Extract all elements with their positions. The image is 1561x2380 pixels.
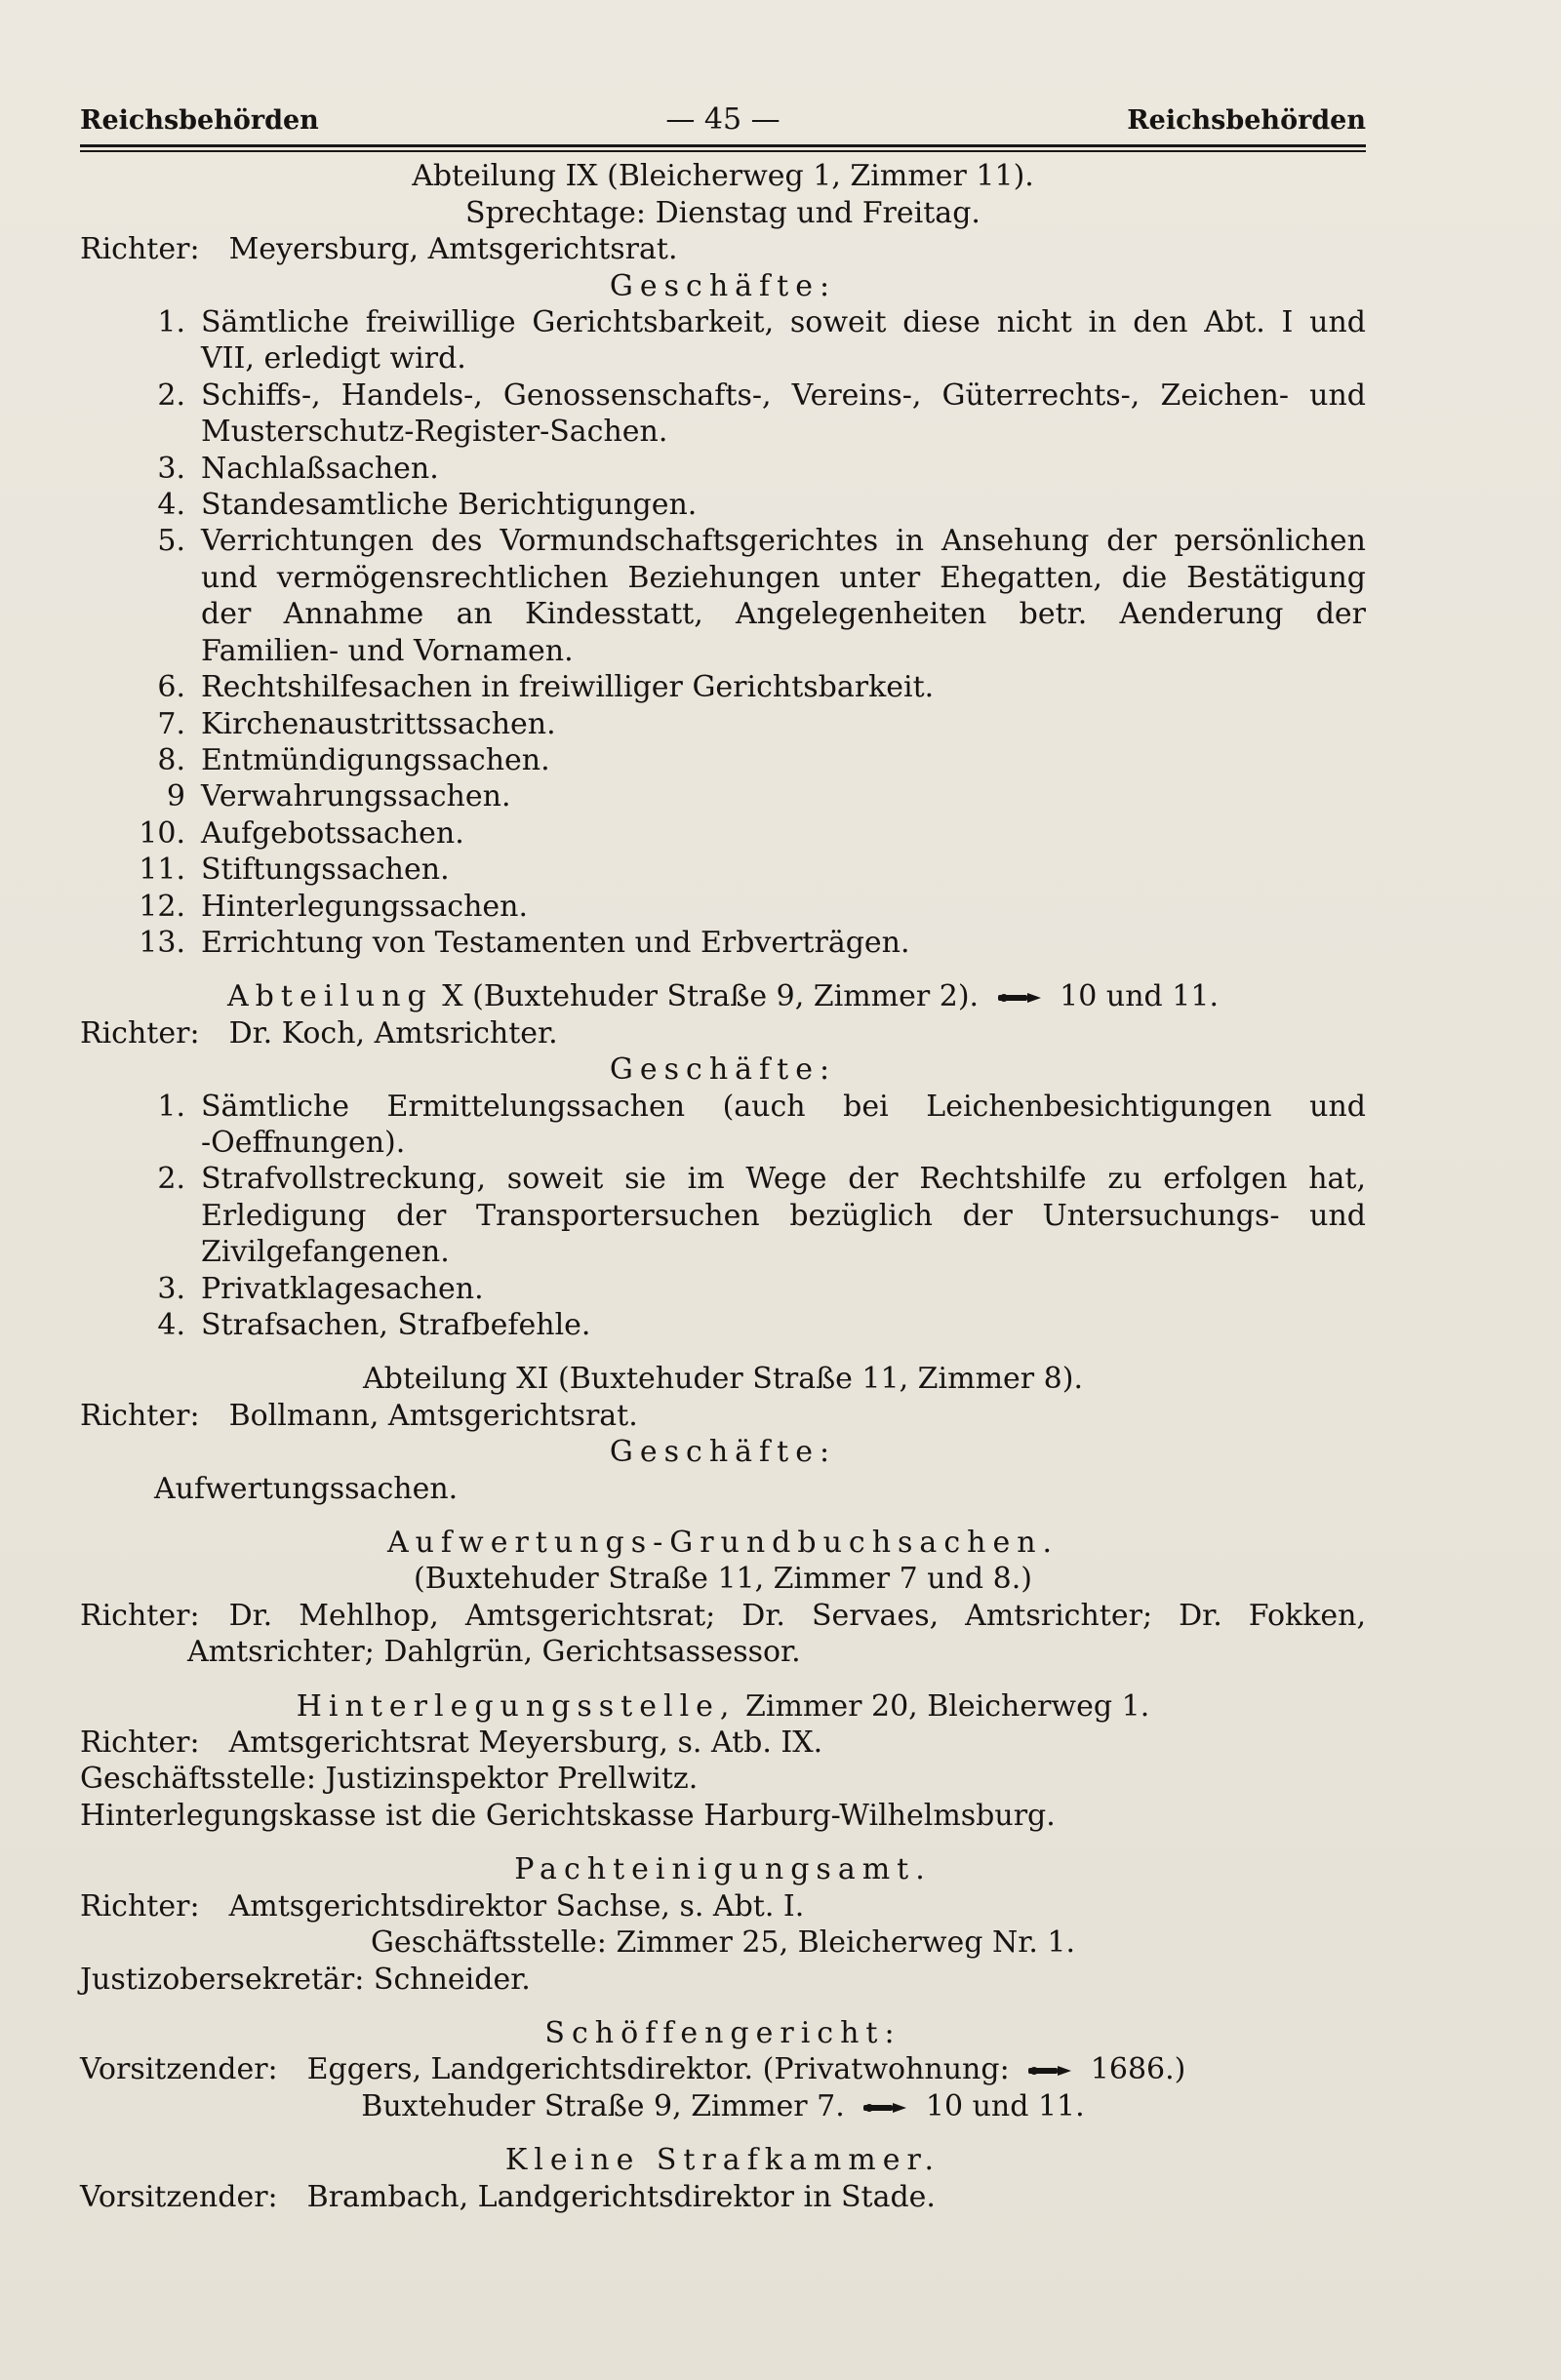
strafkammer-vorsitzender-row [80,2179,1366,2215]
page-number: — 45 — [665,102,780,137]
list-item-line: der Annahme an Kindesstatt, Angelegenheiten betr. Aenderung der [201,597,1366,632]
hinterlegung-title-spaced: Hinterlegungsstelle, [296,1688,737,1724]
list-item-line: Aufgebotssachen. [201,815,464,851]
abt9-richter: Meyersburg, Amtsgerichtsrat. [228,232,678,267]
aufwertung-title: Aufwertungs-Grundbuchsachen. [386,1526,1060,1561]
strafkammer-vorsitzender-label: Vorsitzender: [80,2179,278,2214]
list-item-line: Familien- und Vornamen. [201,633,574,668]
hinterlegung-richter-label: Richter: [80,1726,200,1761]
list-item-line: -Oeffnungen). [201,1125,406,1160]
list-item-text [201,778,1366,814]
list-item-text [201,304,1366,377]
list-item-line: Zivilgefangenen. [201,1235,450,1270]
list-item-line: und vermögensrechtlichen Beziehungen unter Ehegatten, die Bestätigung [201,560,1366,595]
list-item-text [201,742,1366,778]
schoeffen-privat-phone: 1686.) [1090,2052,1186,2087]
list-item [80,742,1366,778]
aufwertung-richter-row [80,1598,1366,1634]
schoeffen-vorsitzender-label: Vorsitzender: [80,2052,278,2087]
list-item-text [201,815,1366,852]
list-item [80,889,1366,925]
abt11-geschaefte: Aufwertungssachen. [154,1471,459,1506]
list-item [80,487,1366,523]
abt9-title: Abteilung IX (Bleicherweg 1, Zimmer 11). [412,159,1034,194]
list-item [80,1271,1366,1307]
list-item-text [201,451,1366,487]
list-item-number: 5. [157,524,185,559]
list-item-number: 9 [166,779,185,814]
list-item-line: Strafvollstreckung, soweit sie im Wege der Rechtshilfe zu erfolgen hat, [201,1162,1366,1197]
running-head-left: Reichsbehörden [80,105,319,136]
list-item-number: 7. [157,706,185,741]
list-item-number: 2. [157,1162,185,1197]
abt10-list [80,1089,1366,1344]
list-item-number: 6. [157,670,185,705]
page-content [80,101,1366,2215]
abt9-geschaefte-heading: Geschäfte: [609,268,837,303]
list-item-number: 3. [157,451,185,486]
aufwertung-richter-label: Richter: [80,1598,200,1633]
aufwertung-address: (Buxtehuder Straße 11, Zimmer 7 und 8.) [414,1562,1032,1597]
pacht-richter-label: Richter: [80,1888,200,1924]
abt10-geschaefte-heading: Geschäfte: [609,1052,837,1088]
list-item-line: Rechtshilfesachen in freiwilliger Gerichtsbarkeit. [201,670,935,705]
abt10-phone: 10 und 11. [1060,979,1219,1014]
aufwertung-richter-line1: Dr. Mehlhop, Amtsgerichtsrat; Dr. Servaes, Amtsrichter; Dr. Fokken, [228,1598,1366,1633]
abt11-richter-label: Richter: [80,1398,200,1433]
abt10-richter-label: Richter: [80,1015,200,1051]
list-item-text [201,487,1366,523]
list-item [80,669,1366,705]
list-item-text [201,1089,1366,1162]
list-item-line: Nachlaßsachen. [201,451,439,486]
list-item [80,706,1366,742]
pacht-geschaeftsstelle: Geschäftsstelle: Zimmer 25, Bleicherweg Nr. 1. [370,1925,1076,1961]
list-item-line: Schiffs-, Handels-, Genossenschafts-, Vereins-, Güterrechts-, Zeichen- und [201,377,1366,413]
hinterlegung-richter-row [80,1725,1366,1761]
schoeffen-address-row [80,2088,1366,2124]
abt9-list [80,304,1366,961]
list-item-line: Verwahrungssachen. [201,779,511,814]
list-item-number: 2. [157,377,185,413]
schoeffen-vorsitzender-text: Eggers, Landgerichtsdirektor. (Privatwohnung: [306,2052,1010,2087]
abt11-richter-row [80,1398,1366,1434]
pacht-richter: Amtsgerichtsdirektor Sachse, s. Abt. I. [228,1888,805,1924]
schoeffen-vorsitzender [278,2051,1186,2087]
abt10-richter-row [80,1015,1366,1051]
abt9-richter-label: Richter: [80,232,200,267]
pacht-obersekretaer: Justizobersekretär: Schneider. [80,1962,531,1997]
abt11-richter: Bollmann, Amtsgerichtsrat. [228,1398,638,1433]
list-item-text [201,925,1366,961]
list-item-line: Strafsachen, Strafbefehle. [201,1308,591,1342]
pacht-title: Pachteinigungsamt. [514,1852,932,1887]
list-item-text [201,669,1366,705]
list-item [80,451,1366,487]
list-item-line: Hinterlegungssachen. [201,889,529,924]
list-item-line: Sämtliche freiwillige Gerichtsbarkeit, soweit diese nicht in den Abt. I und [201,305,1366,340]
list-item-number: 11. [139,853,185,888]
list-item-number: 10. [139,815,185,851]
strafkammer-vorsitzender: Brambach, Landgerichtsdirektor in Stade. [306,2179,936,2214]
header-rule [80,144,1366,152]
list-item-line: VII, erledigt wird. [201,341,466,377]
abt9-sprechtage: Sprechtage: Dienstag und Freitag. [465,195,981,230]
list-item-number: 1. [157,305,185,340]
hinterlegung-geschaeftsstelle: Geschäftsstelle: Justizinspektor Prellwitz. [80,1762,699,1797]
hinterlegung-kasse: Hinterlegungskasse ist die Gerichtskasse Harburg-Wilhelmsburg. [80,1798,1056,1833]
list-item-number: 8. [157,742,185,777]
list-item-number: 13. [139,925,185,960]
schoeffen-title: Schöffengericht: [544,2015,901,2050]
list-item [80,523,1366,669]
list-item-number: 4. [157,1308,185,1342]
abt11-title: Abteilung XI (Buxtehuder Straße 11, Zimmer 8). [363,1362,1083,1397]
abt10-title-rest: X (Buxtehuder Straße 9, Zimmer 2). [442,979,980,1014]
hinterlegung-title [80,1688,1366,1725]
list-item-line: Verrichtungen des Vormundschaftsgerichtes in Ansehung der persönlichen [201,524,1366,559]
list-item-number: 12. [139,889,185,924]
list-item-text [201,1161,1366,1270]
hinterlegung-title-rest: Zimmer 20, Bleicherweg 1. [745,1688,1150,1724]
abt11-geschaefte-heading: Geschäfte: [609,1435,837,1470]
list-item-text [201,889,1366,925]
running-head [80,101,1366,142]
hinterlegung-richter: Amtsgerichtsrat Meyersburg, s. Atb. IX. [228,1726,823,1761]
list-item-number: 1. [157,1089,185,1124]
running-head-right: Reichsbehörden [1127,105,1366,136]
list-item [80,377,1366,451]
list-item [80,1307,1366,1343]
list-item-line: Entmündigungssachen. [201,742,550,777]
pacht-richter-row [80,1888,1366,1924]
list-item-line: Errichtung von Testamenten und Erbverträgen. [201,925,910,960]
list-item [80,1161,1366,1270]
telephone-hand-icon [1028,2064,1071,2078]
list-item-line: Musterschutz-Register-Sachen. [201,415,668,450]
list-item-line: Kirchenaustrittssachen. [201,706,556,741]
schoeffen-address: Buxtehuder Straße 9, Zimmer 7. [361,2088,845,2123]
schoeffen-phone: 10 und 11. [925,2088,1085,2123]
list-item-text [201,1271,1366,1307]
list-item-line: Standesamtliche Berichtigungen. [201,488,698,523]
abt10-title [80,978,1366,1014]
list-item-text [201,1307,1366,1343]
list-item [80,778,1366,814]
aufwertung-richter-line2: Amtsrichter; Dahlgrün, Gerichtsassessor. [187,1635,801,1670]
list-item-line: Stiftungssachen. [201,853,450,888]
list-item [80,815,1366,852]
list-item-line: Privatklagesachen. [201,1271,484,1306]
abt9-richter-row [80,231,1366,267]
schoeffen-vorsitzender-row [80,2051,1366,2087]
list-item-number: 4. [157,488,185,523]
telephone-hand-icon [863,2101,906,2115]
list-item [80,852,1366,888]
list-item-line: Erledigung der Transportersuchen bezüglich der Untersuchungs- und [201,1198,1366,1233]
list-item-text [201,377,1366,451]
list-item-text [201,523,1366,669]
abt10-title-spaced: Abteilung [227,979,433,1014]
list-item-line: Sämtliche Ermittelungssachen (auch bei Leichenbesichtigungen und [201,1089,1366,1124]
list-item-text [201,706,1366,742]
telephone-hand-icon [998,991,1041,1005]
list-item [80,925,1366,961]
list-item [80,304,1366,377]
abt10-richter: Dr. Koch, Amtsrichter. [228,1015,558,1051]
list-item-number: 3. [157,1271,185,1306]
strafkammer-title: Kleine Strafkammer. [504,2143,941,2178]
list-item-text [201,852,1366,888]
list-item [80,1089,1366,1162]
